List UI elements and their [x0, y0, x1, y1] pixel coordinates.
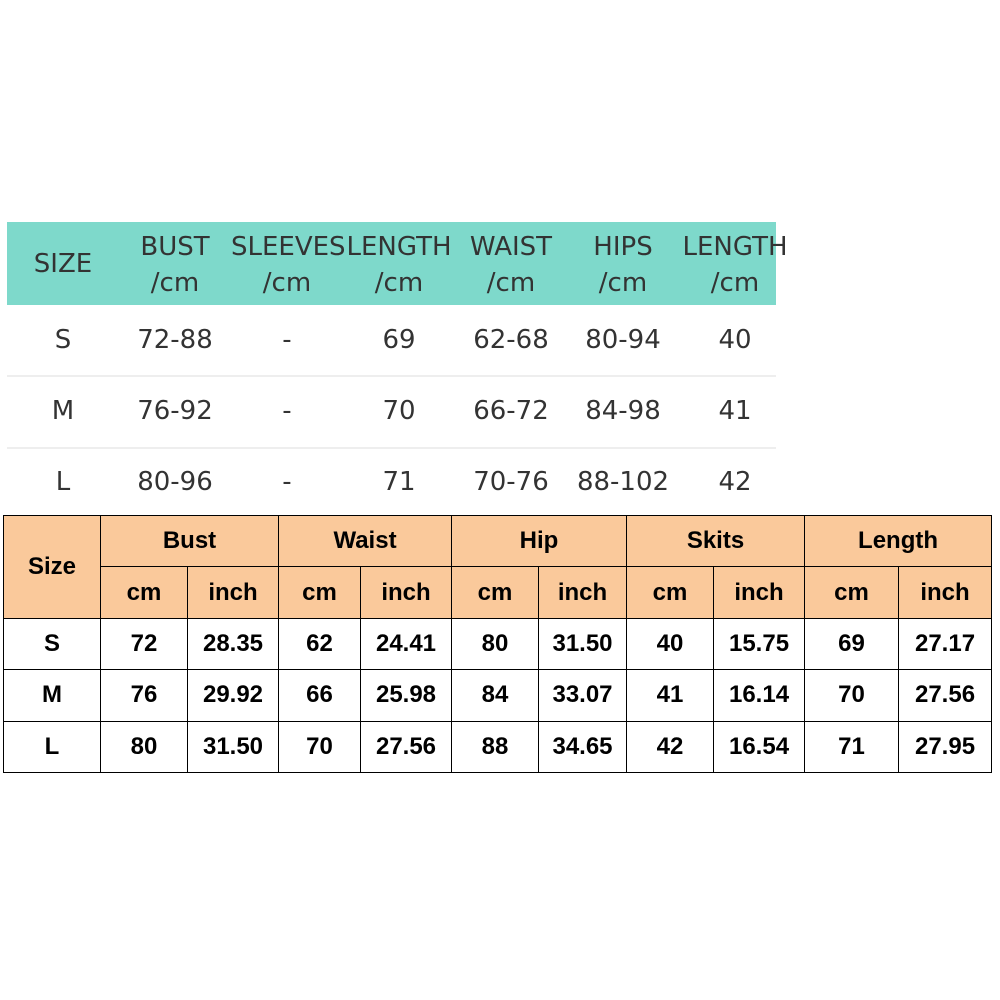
header-length-unit: /cm [374, 268, 424, 298]
row-l-length-cm: 71 [805, 721, 899, 772]
row-s-bust-inch: 28.35 [188, 618, 279, 669]
header-size: SIZE [33, 249, 93, 279]
row-l-bust-cm: 80 [101, 721, 188, 772]
row-s-hip-inch: 31.50 [539, 618, 627, 669]
unit-cm: cm [452, 567, 539, 618]
header-waist: Waist [279, 516, 452, 567]
table-row [4, 670, 992, 721]
row-m-size: M [51, 396, 75, 426]
header-waist-unit: /cm [486, 268, 536, 298]
row-m-skits-cm: 41 [627, 670, 714, 721]
table-row [4, 618, 992, 669]
unit-cm: cm [101, 567, 188, 618]
header-waist: WAIST [469, 232, 553, 262]
header-sleeves-unit: /cm [262, 268, 312, 298]
row-s-length-2: 40 [718, 325, 752, 355]
header-bust-unit: /cm [150, 268, 200, 298]
unit-inch: inch [899, 567, 992, 618]
size-chart-cm [7, 222, 788, 510]
row-l-sleeves: - [282, 467, 292, 497]
row-m-sleeves: - [282, 396, 292, 426]
header-bust: Bust [101, 516, 279, 567]
row-m-bust: 76-92 [137, 396, 213, 426]
size-chart-cm-inch [3, 515, 992, 773]
row-s-length-cm: 69 [805, 618, 899, 669]
row-s-waist-inch: 24.41 [361, 618, 452, 669]
row-m-length: 70 [382, 396, 416, 426]
row-s-sleeves: - [282, 325, 292, 355]
row-l-hip-inch: 34.65 [539, 721, 627, 772]
row-m-waist-cm: 66 [279, 670, 361, 721]
row-s-skits-cm: 40 [627, 618, 714, 669]
row-s-size: S [4, 618, 101, 669]
row-s-bust-cm: 72 [101, 618, 188, 669]
header-skits: Skits [627, 516, 805, 567]
row-m-length-cm: 70 [805, 670, 899, 721]
header-length: LENGTH [346, 232, 452, 262]
row-s-hip-cm: 80 [452, 618, 539, 669]
row-m-waist-inch: 25.98 [361, 670, 452, 721]
row-l-waist-cm: 70 [279, 721, 361, 772]
unit-inch: inch [714, 567, 805, 618]
row-divider [7, 447, 776, 449]
row-m-hip-cm: 84 [452, 670, 539, 721]
unit-inch: inch [188, 567, 279, 618]
row-l-size: L [55, 467, 71, 497]
header-hip: Hip [452, 516, 627, 567]
table-row [4, 721, 992, 772]
header-size: Size [4, 516, 101, 619]
row-l-size: L [4, 721, 101, 772]
row-s-bust: 72-88 [137, 325, 213, 355]
unit-inch: inch [539, 567, 627, 618]
unit-cm: cm [627, 567, 714, 618]
row-m-bust-cm: 76 [101, 670, 188, 721]
row-l-skits-inch: 16.54 [714, 721, 805, 772]
row-m-length-2: 41 [718, 396, 752, 426]
row-s-length: 69 [382, 325, 416, 355]
row-s-size: S [54, 325, 72, 355]
row-s-length-inch: 27.17 [899, 618, 992, 669]
row-l-waist-inch: 27.56 [361, 721, 452, 772]
row-m-bust-inch: 29.92 [188, 670, 279, 721]
row-m-skits-inch: 16.14 [714, 670, 805, 721]
row-m-hip-inch: 33.07 [539, 670, 627, 721]
row-m-waist: 66-72 [473, 396, 549, 426]
row-l-length-2: 42 [718, 467, 752, 497]
row-s-skits-inch: 15.75 [714, 618, 805, 669]
header-sleeves: SLEEVES [231, 232, 346, 262]
row-divider [7, 375, 776, 377]
header-length: Length [805, 516, 992, 567]
header-bust: BUST [140, 232, 210, 262]
row-s-waist: 62-68 [473, 325, 549, 355]
row-l-hips: 88-102 [576, 467, 670, 497]
row-m-size: M [4, 670, 101, 721]
row-s-waist-cm: 62 [279, 618, 361, 669]
row-l-hip-cm: 88 [452, 721, 539, 772]
row-m-length-inch: 27.56 [899, 670, 992, 721]
unit-cm: cm [805, 567, 899, 618]
row-l-bust-inch: 31.50 [188, 721, 279, 772]
row-l-length: 71 [382, 467, 416, 497]
row-l-length-inch: 27.95 [899, 721, 992, 772]
unit-inch: inch [361, 567, 452, 618]
row-l-waist: 70-76 [473, 467, 549, 497]
row-s-hips: 80-94 [585, 325, 661, 355]
row-l-bust: 80-96 [137, 467, 213, 497]
row-m-hips: 84-98 [585, 396, 661, 426]
header-hips: HIPS [593, 232, 653, 262]
header-length-2-unit: /cm [710, 268, 760, 298]
row-l-skits-cm: 42 [627, 721, 714, 772]
header-length-2: LENGTH [682, 232, 788, 262]
header-hips-unit: /cm [598, 268, 648, 298]
unit-cm: cm [279, 567, 361, 618]
